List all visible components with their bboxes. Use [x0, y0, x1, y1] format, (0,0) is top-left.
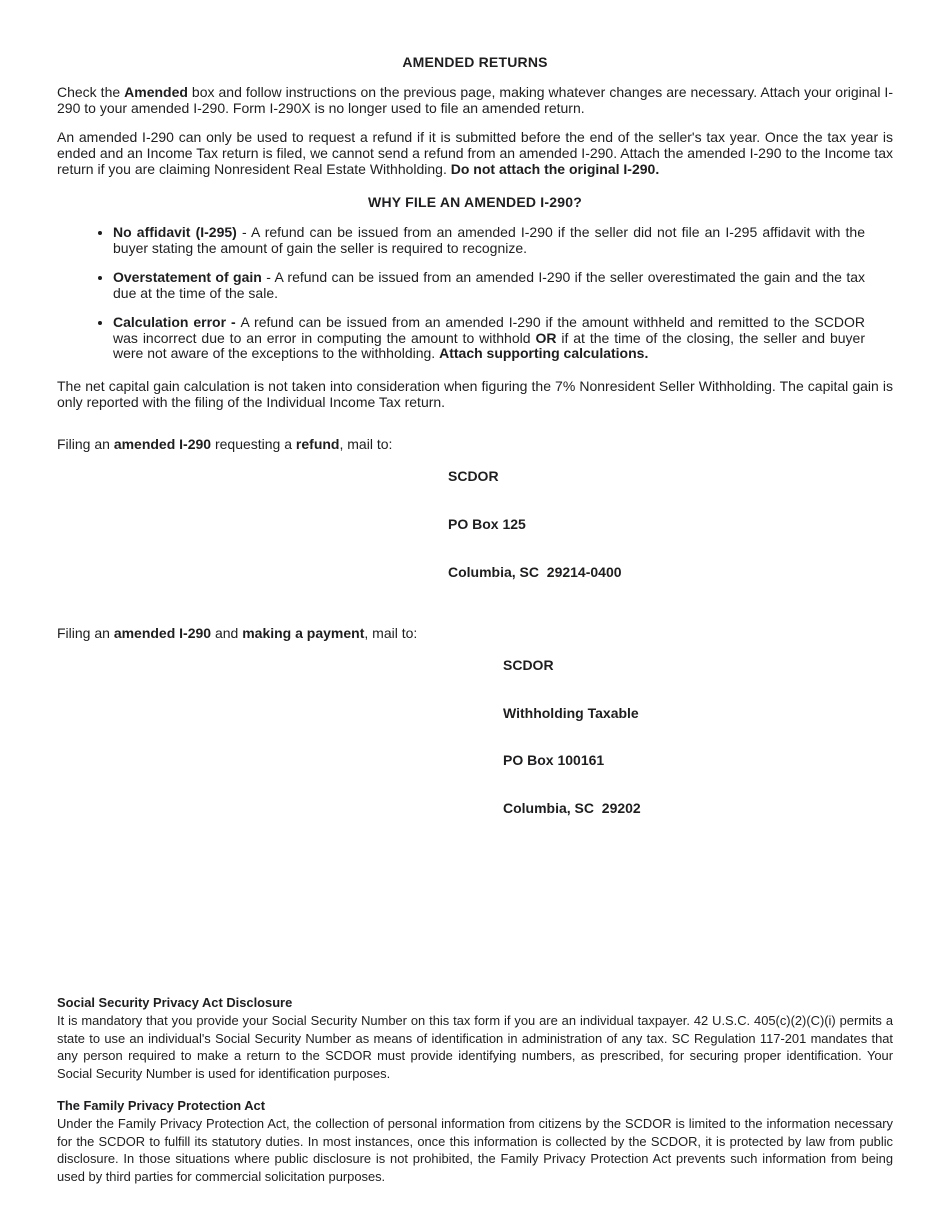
why-file-heading: WHY FILE AN AMENDED I-290?	[368, 193, 582, 210]
mailing-payment-address	[503, 626, 641, 849]
address-line: Withholding Taxable	[503, 704, 639, 721]
page-title: AMENDED RETURNS	[402, 54, 548, 70]
reason-calculation-error: • Calculation error - A refund can be issued from an amended I-290 if the amount withheld and remitted to the SCDOR was incorrect due to an error in computing the amount to withhold OR if at the time of the closing, the seller and buyer were not aware of the exceptions to the withholding. Attach supporting calculations.	[113, 315, 865, 363]
reasons-list	[57, 225, 893, 363]
privacy-disclosures	[57, 995, 893, 1185]
ssn-disclosure-body: It is mandatory that you provide your Social Security Number on this tax form if you are an individual taxpayer. 42 U.S.C. 405(c)(2)(C)(i) permits a state to use an individual's Social Security Number as means of identification in administration of any tax. SC Regulation 117-201 mandates that any person required to make a return to the SCDOR must provide identifying numbers, as prescribed, for securing proper identification. Your Social Security Number is used for identification purposes.	[57, 1013, 893, 1081]
ssn-disclosure-heading: Social Security Privacy Act Disclosure	[57, 995, 293, 1010]
address-line: PO Box 125	[448, 516, 526, 533]
family-privacy-heading: The Family Privacy Protection Act	[57, 1098, 265, 1114]
capital-gain-paragraph: The net capital gain calculation is not taken into consideration when figuring the 7% Nonresident Seller Withholding. The capital gain is only reported with the filing of the Individual Income Tax return.	[57, 378, 893, 411]
reason-no-affidavit: • No affidavit (I-295) - A refund can be issued from an amended I-290 if the seller did not file an I-295 affidavit with the buyer stating the amount of gain the seller is required to recognize.	[113, 225, 865, 257]
intro-paragraph: Check the Amended box and follow instructions on the previous page, making whatever changes are necessary. Attach your original I-290 to your amended I-290. Form I-290X is no longer used to file an amended return.	[57, 84, 893, 116]
address-line: SCDOR	[448, 468, 499, 485]
mailing-refund-lead: Filing an amended I-290 requesting a refund, mail to:	[57, 436, 393, 453]
mailing-refund-address	[448, 437, 622, 612]
mailing-payment-lead: Filing an amended I-290 and making a payment, mail to:	[57, 624, 418, 641]
family-privacy-body: Under the Family Privacy Protection Act, the collection of personal information from citizens by the SCDOR is limited to the information necessary for the SCDOR to fulfill its statutory duties. In most instances, once this information is collected by the SCDOR, it is protected by law from public disclosure. In those situations where public disclosure is not prohibited, the Family Privacy Protection Act prevents such information from being used by third parties for commercial solicitation purposes.	[57, 1116, 893, 1184]
address-line: SCDOR	[503, 656, 554, 673]
address-line: PO Box 100161	[503, 752, 605, 769]
mailing-instruction-payment	[57, 626, 893, 849]
address-line: Columbia, SC 29214-0400	[448, 563, 622, 580]
mailing-instruction-refund	[57, 437, 893, 612]
refund-rules-paragraph: An amended I-290 can only be used to request a refund if it is submitted before the end of the seller's tax year. Once the tax year is ended and an Income Tax return is filed, we cannot send a refund from an amended I-290. Attach the amended I-290 to the Income tax return if you are claiming Nonresident Real Estate Withholding. Do not attach the original I-290.	[57, 128, 893, 177]
reason-overstatement-of-gain: • Overstatement of gain - A refund can be issued from an amended I-290 if the seller overestimated the gain and the tax due at the time of the sale.	[113, 270, 865, 302]
address-line: Columbia, SC 29202	[503, 800, 641, 817]
